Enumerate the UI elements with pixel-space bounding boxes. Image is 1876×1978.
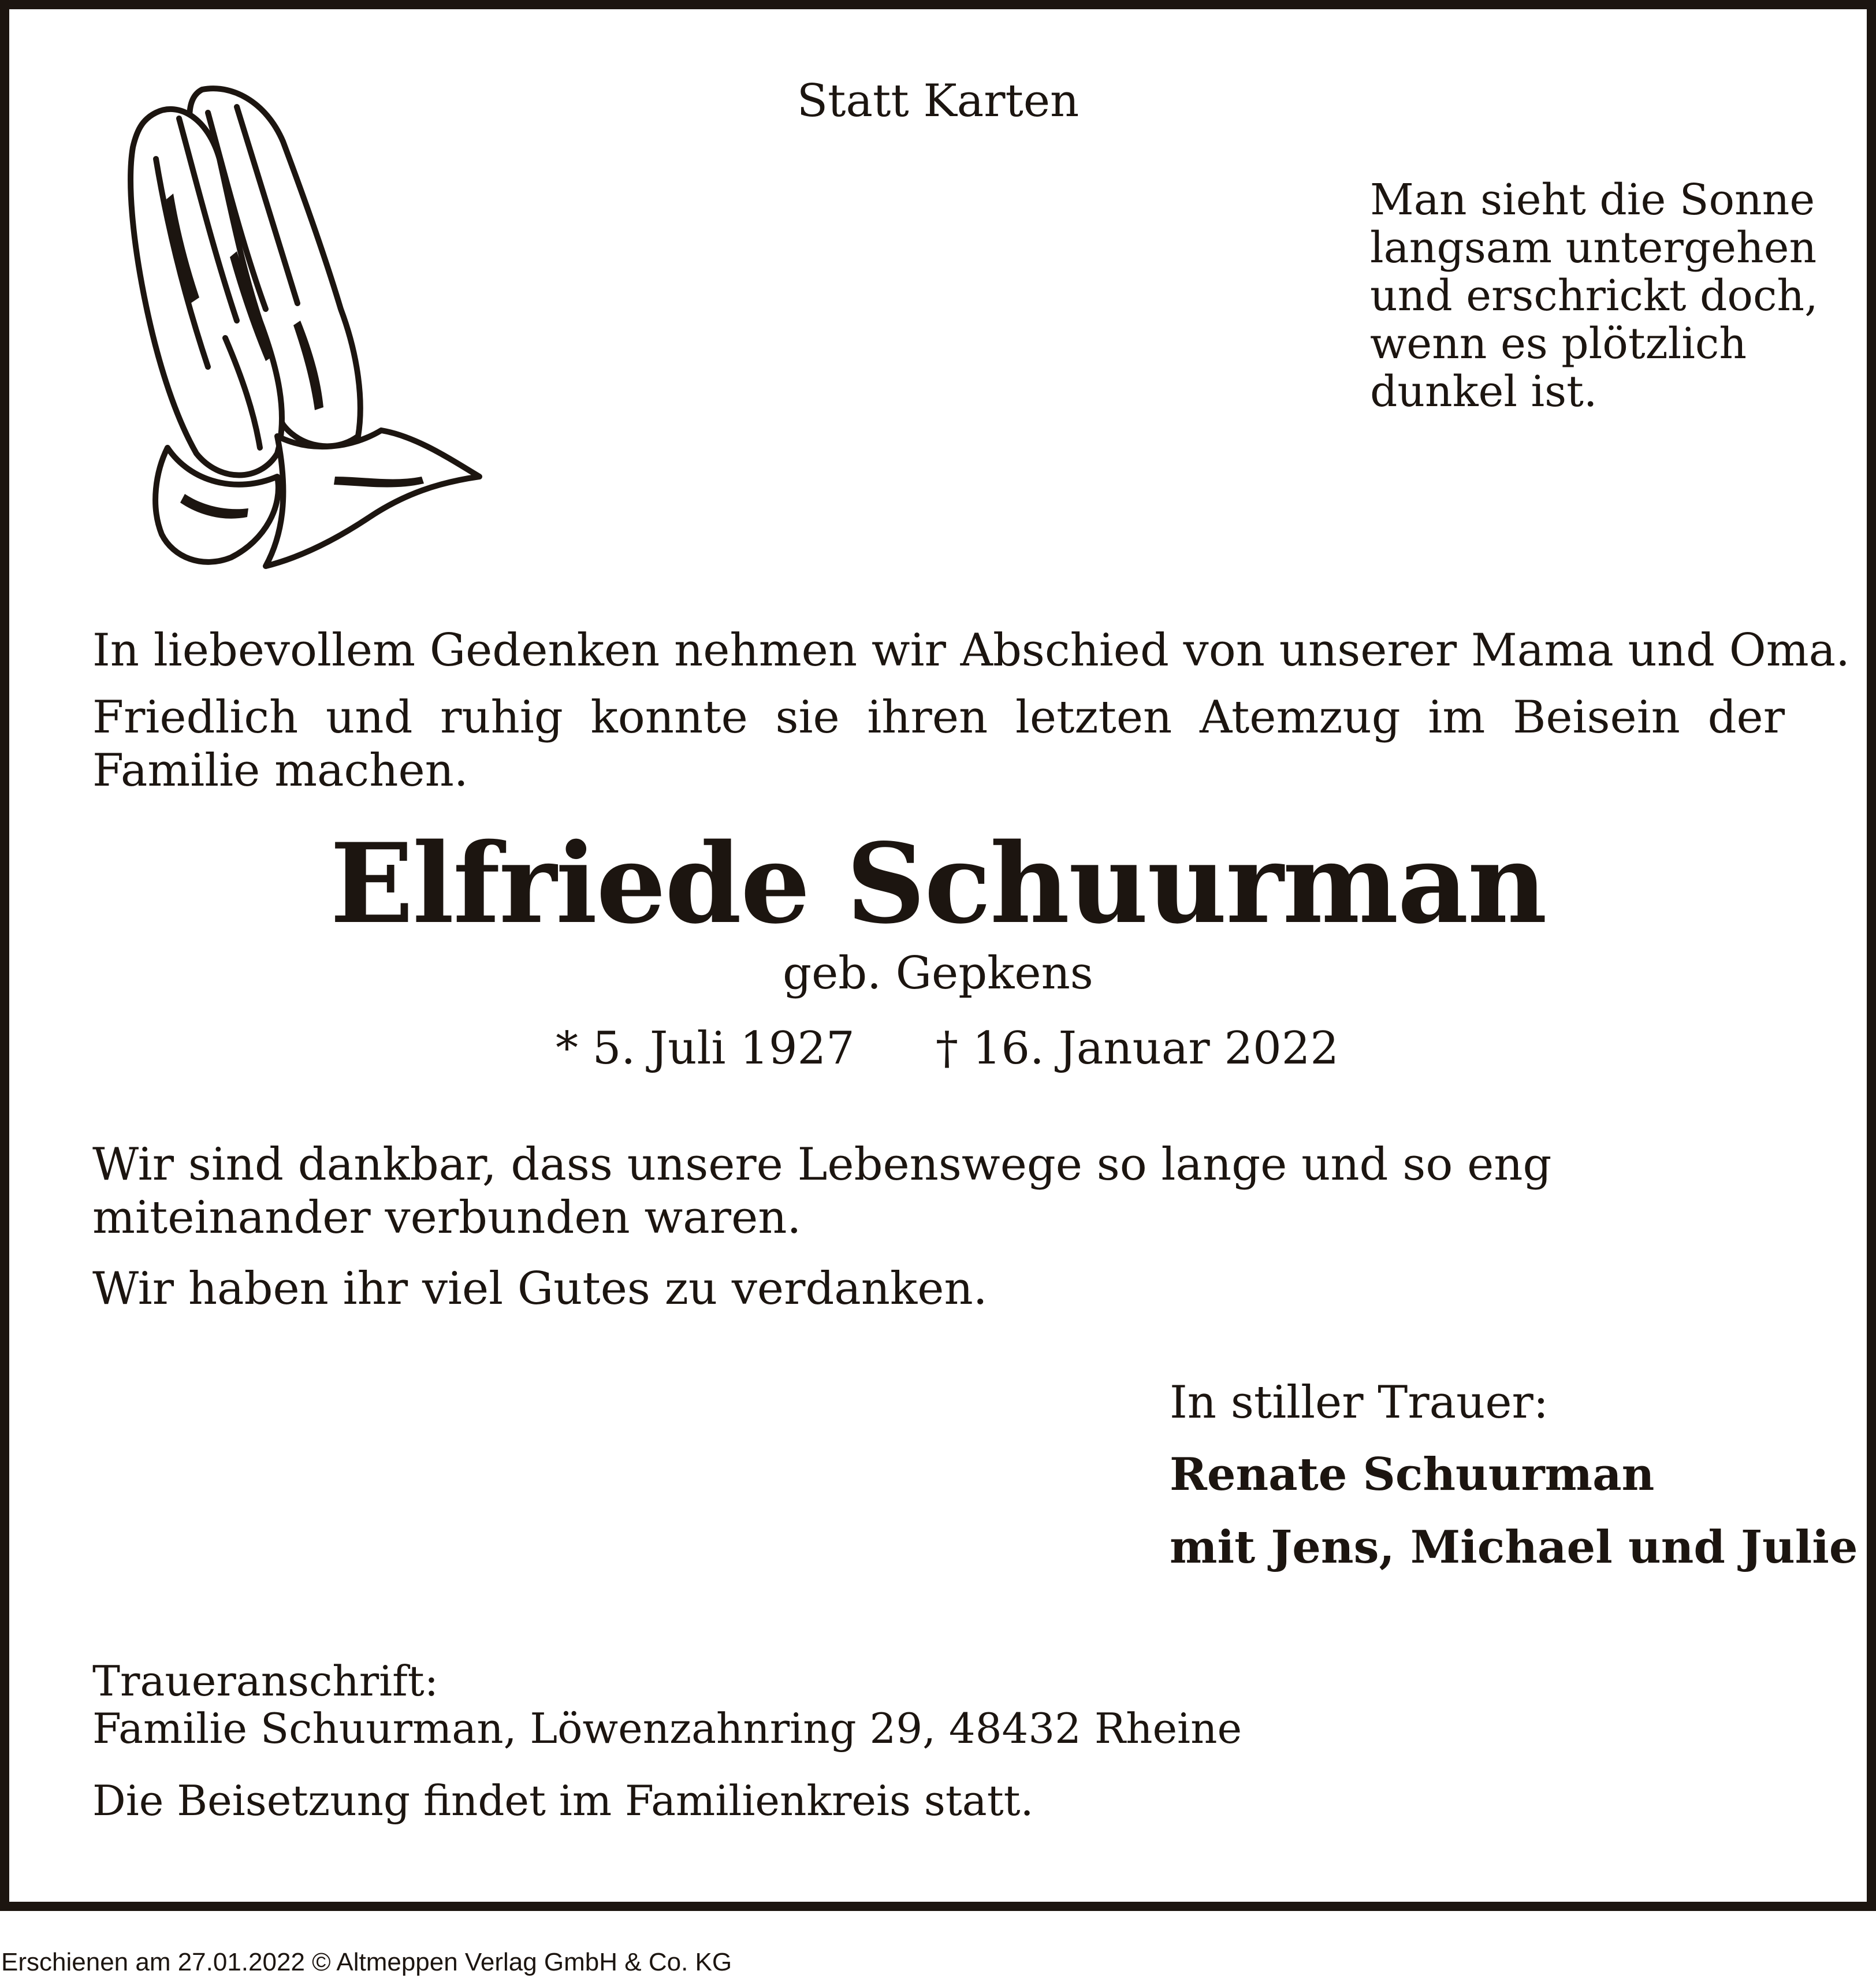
- poem: [1370, 176, 1818, 416]
- poem-line: Man sieht die Sonne: [1370, 175, 1815, 225]
- gratitude-text: Wir haben ihr viel Gutes zu verdanken.: [92, 1263, 988, 1315]
- poem-line: langsam untergehen: [1370, 223, 1817, 273]
- maiden-name: geb. Gepkens: [783, 947, 1093, 999]
- gratitude-text: Wir sind dankbar, dass unsere Lebenswege so lange und so eng miteinander verbunden waren.: [92, 1139, 1552, 1244]
- mourner-name: Renate Schuurman: [1170, 1448, 1655, 1501]
- intro-line: Friedlich und ruhig konnte sie ihren letzten Atemzug im Beisein der Familie machen.: [92, 691, 1785, 797]
- address-label: Traueranschrift:: [92, 1657, 438, 1705]
- poem-line: wenn es plötzlich: [1370, 319, 1747, 369]
- address-text: Familie Schuurman, Löwenzahnring 29, 48432 Rheine: [92, 1704, 1242, 1753]
- header-statt-karten: Statt Karten: [796, 75, 1080, 127]
- intro-line: In liebevollem Gedenken nehmen wir Abschied von unserer Mama und Oma.: [92, 624, 1850, 676]
- poem-line: und erschrickt doch,: [1370, 271, 1818, 321]
- poem-line: dunkel ist.: [1370, 367, 1598, 417]
- publication-footer: Erschienen am 27.01.2022 © Altmeppen Verlag GmbH & Co. KG: [1, 1948, 732, 1976]
- praying-hands-icon: [92, 78, 491, 581]
- mourning-label: In stiller Trauer:: [1170, 1377, 1549, 1429]
- deceased-name: Elfriede Schuurman: [330, 819, 1546, 948]
- death-date: † 16. Januar 2022: [936, 1023, 1339, 1074]
- mourner-name: mit Jens, Michael und Julie: [1170, 1521, 1858, 1574]
- birth-date: * 5. Juli 1927: [556, 1023, 855, 1074]
- burial-note: Die Beisetzung findet im Familienkreis statt.: [92, 1776, 1034, 1825]
